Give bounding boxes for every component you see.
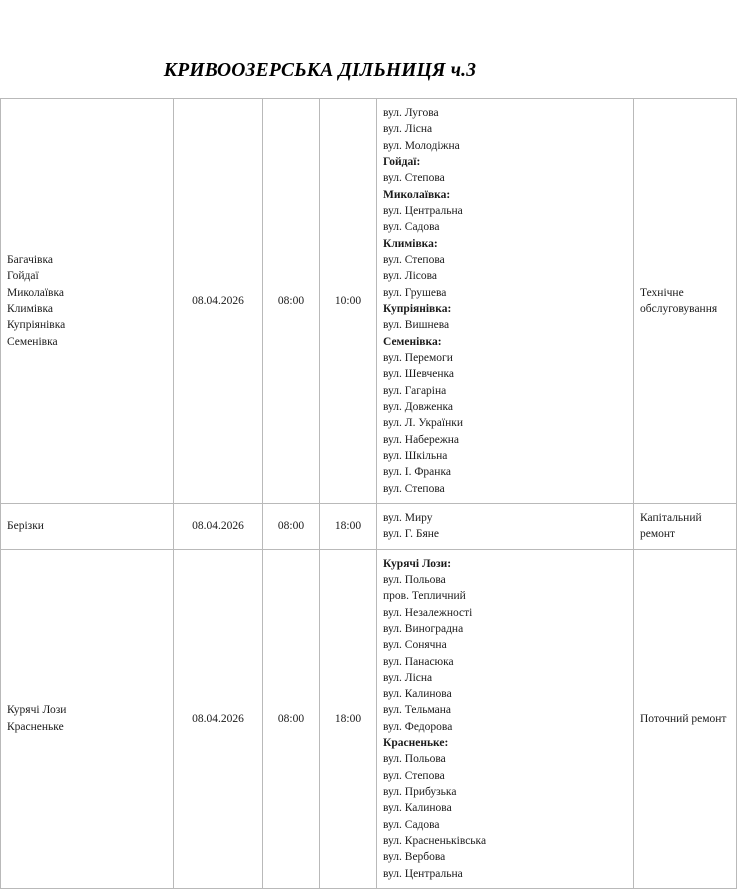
outage-date: 08.04.2026 [174,99,263,504]
street-line: вул. Л. Українки [383,417,463,430]
settlements-cell [1,99,174,504]
street-line: вул. Вербова [383,851,446,864]
street-line: вул. Грушева [383,286,447,299]
street-line: вул. Гагаріна [383,384,447,397]
outage-date: 08.04.2026 [174,549,263,889]
street-line: вул. Лісова [383,270,438,283]
table-row [1,503,737,549]
street-line: пров. Тепличний [383,590,466,603]
table-body [1,99,737,889]
street-line: вул. Набережна [383,433,460,446]
street-line: вул. Миру [383,511,433,524]
streets-cell [377,99,634,504]
outage-reason: Поточний ремонт [634,549,737,889]
street-group-heading: Семенівка: [383,335,442,348]
outage-date: 08.04.2026 [174,503,263,549]
outage-reason: Капітальний ремонт [634,503,737,549]
outage-schedule-table [0,98,737,889]
settlement-name: Красненьке [7,720,64,733]
street-line: вул. Панасюка [383,655,454,668]
street-line: вул. Молодіжна [383,139,460,152]
settlements-cell [1,549,174,889]
outage-time-to: 18:00 [320,549,377,889]
street-line: вул. Лугова [383,107,439,119]
street-line: вул. Шевченка [383,368,455,381]
street-group-heading: Миколаївка: [383,188,451,201]
street-line: вул. Сонячна [383,639,447,652]
street-line: вул. Центральна [383,204,463,217]
settlement-name: Купріянівка [7,319,66,332]
street-line: вул. Тельмана [383,704,452,717]
settlements-cell [1,503,174,549]
street-line: вул. Довженка [383,400,454,413]
street-line: вул. Польова [383,573,446,586]
outage-time-from: 08:00 [263,99,320,504]
settlement-name: Берізки [7,520,44,533]
street-line: вул. Польова [383,753,446,766]
street-line: вул. Центральна [383,867,463,880]
street-line: вул. Степова [383,769,445,782]
settlement-name: Багачівка [7,253,53,266]
streets-cell [377,549,634,889]
settlement-name: Гойдаї [7,270,39,283]
street-line: вул. Федорова [383,720,453,733]
settlement-name: Миколаївка [7,286,64,299]
street-line: вул. Прибузька [383,786,457,799]
street-line: вул. Степова [383,482,445,495]
table-row [1,549,737,889]
street-line: вул. Лісна [383,123,433,136]
table-row [1,99,737,504]
outage-time-from: 08:00 [263,503,320,549]
street-line: вул. І. Франка [383,466,451,479]
street-line: вул. Калинова [383,688,452,701]
street-group-heading: Гойдаї: [383,155,421,168]
street-line: вул. Незалежності [383,606,473,619]
street-group-heading: Красненьке: [383,737,449,750]
street-group-heading: Купріянівка: [383,302,452,315]
outage-reason: Технічне обслуговування [634,99,737,504]
settlement-name: Курячі Лози [7,704,67,717]
street-line: вул. Виноградна [383,622,464,635]
street-line: вул. Калинова [383,802,452,815]
outage-time-from: 08:00 [263,549,320,889]
street-line: вул. Лісна [383,671,433,684]
street-line: вул. Красненьківська [383,835,487,848]
street-group-heading: Климівка: [383,237,438,250]
streets-cell [377,503,634,549]
page-title: КРИВООЗЕРСЬКА ДІЛЬНИЦЯ ч.3 [163,60,477,81]
outage-time-to: 18:00 [320,503,377,549]
street-line: вул. Шкільна [383,449,448,462]
street-line: вул. Степова [383,172,445,185]
settlement-name: Климівка [7,302,53,315]
settlement-name: Семенівка [7,335,58,348]
street-group-heading: Курячі Лози: [383,557,452,570]
street-line: вул. Г. Бяне [383,528,440,541]
street-line: вул. Садова [383,221,440,234]
outage-time-to: 10:00 [320,99,377,504]
street-line: вул. Перемоги [383,351,453,364]
street-line: вул. Садова [383,818,440,831]
street-line: вул. Степова [383,253,445,266]
street-line: вул. Вишнева [383,319,450,332]
